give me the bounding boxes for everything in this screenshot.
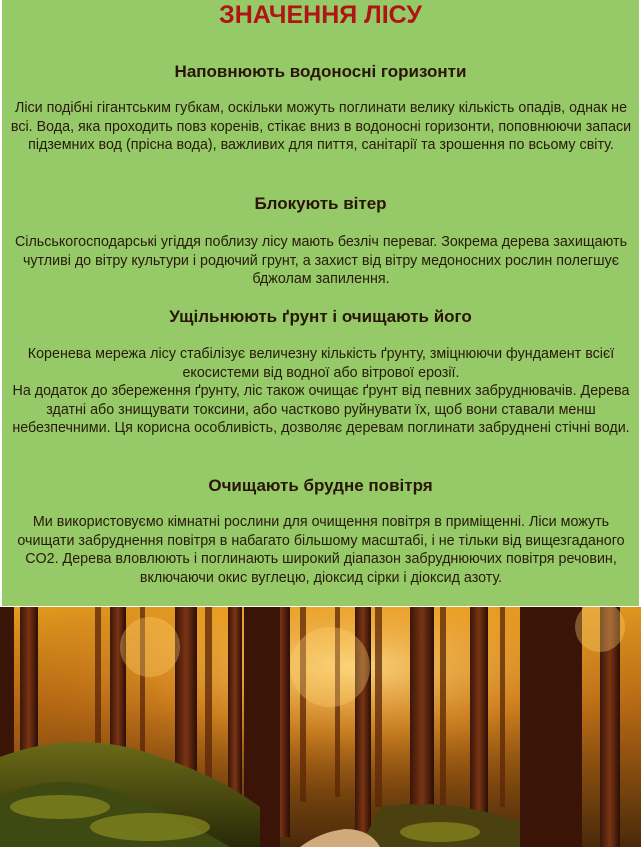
section-heading-soil: Ущільнюють ґрунт і очищають його	[169, 307, 472, 326]
section-heading-air: Очищають брудне повітря	[208, 476, 433, 495]
forest-illustration	[0, 607, 641, 847]
section-text-air	[6, 513, 636, 587]
paragraph: На додаток до збереження ґрунту, ліс також очищає ґрунт від певних забруднювачів. Дерева здатні або знищувати токсини, або частково руйнувати їх, щоб вони ставали менш небезпечними. Ця корисна особливість, дозволяє деревам поглинати забруднені стічні води.	[12, 383, 630, 436]
page-title: ЗНАЧЕННЯ ЛІСУ	[219, 1, 422, 29]
paragraph: Коренева мережа лісу стабілізує величезну кількість ґрунту, зміцнюючи фундамент всієї екосистеми від водної або вітрової ерозії.	[27, 346, 615, 381]
section-heading-aquifers: Наповнюють водоносні горизонти	[174, 62, 467, 81]
section-text-aquifers	[6, 99, 636, 155]
section-text-wind	[6, 233, 636, 289]
section-text-soil	[6, 345, 636, 438]
forest-photo	[0, 607, 641, 847]
paragraph: Ми використовуємо кімнатні рослини для очищення повітря в приміщенні. Ліси можуть очищати забруднення повітря в набагато більшому масштабі, і не тільки від вищезгаданого CO2. Дерева вловлюють і поглинають широкий діапазон забруднюючих повітря речовин, включаючи окис вуглецю, діоксид сірки і діоксид азоту.	[17, 514, 625, 586]
section-heading-wind: Блокують вітер	[254, 194, 387, 213]
content-panel	[2, 0, 639, 606]
paragraph: Сільськогосподарські угіддя поблизу лісу мають безліч переваг. Зокрема дерева захищають чутливі до вітру культури і родючий грунт, а захист від вітру медоносних рослин полегшує бджолам запилення.	[14, 234, 628, 287]
paragraph: Ліси подібні гігантським губкам, оскільки можуть поглинати велику кількість опадів, однак не всі. Вода, яка проходить повз коренів, стікає вниз в водоносні горизонти, поповнюючи запаси підземних вод (прісна вода), важливих для пиття, санітарії та зрошення по всьому світу.	[10, 100, 632, 153]
